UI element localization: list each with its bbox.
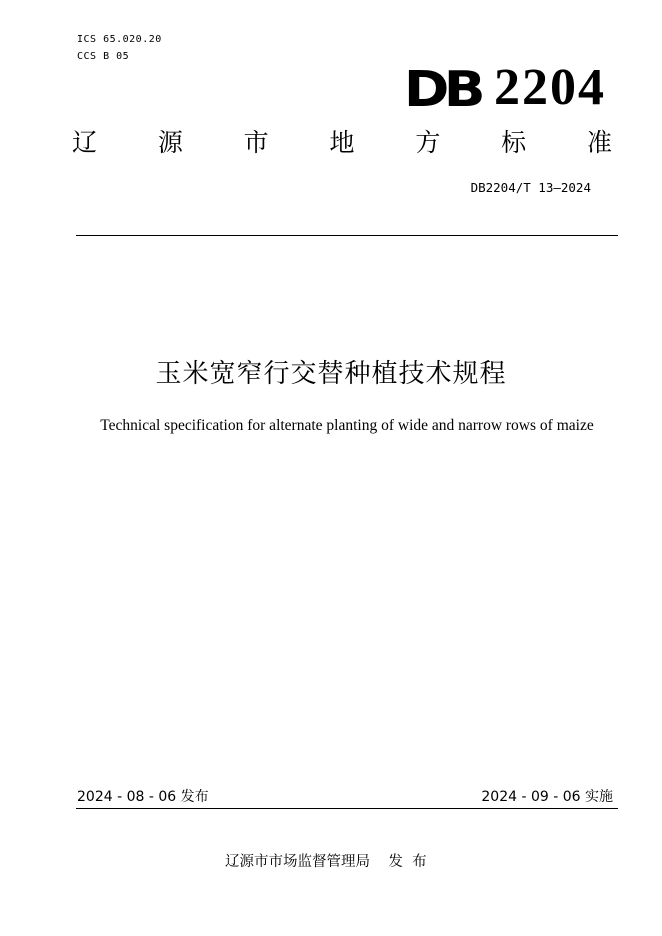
document-title-english: Technical specification for alternate planting of wide and narrow rows of maize — [100, 417, 594, 434]
implement-date: 2024 - 09 - 06 实施 — [481, 789, 613, 805]
ics-code: ICS 65.020.20 — [77, 34, 162, 45]
category-char: 标 — [501, 128, 527, 157]
category-char: 源 — [157, 128, 183, 157]
category-char: 辽 — [72, 128, 98, 157]
publish-date: 2024 - 08 - 06 发布 — [77, 789, 209, 805]
issuing-authority: 辽源市市场监督管理局 发 布 — [225, 854, 427, 870]
standard-number: DB2204/T 13—2024 — [470, 180, 591, 195]
top-divider — [76, 235, 618, 236]
category-char: 方 — [415, 128, 441, 157]
standard-logo — [403, 59, 606, 118]
standard-category — [72, 128, 612, 158]
logo-number: 2204 — [494, 59, 606, 116]
category-char: 准 — [586, 128, 612, 157]
bottom-divider — [76, 808, 618, 809]
document-title-chinese: 玉米宽窄行交替种植技术规程 — [155, 359, 507, 389]
category-char: 市 — [243, 128, 269, 157]
category-char: 地 — [329, 128, 355, 157]
ccs-code: CCS B 05 — [77, 51, 130, 62]
logo-prefix: DB — [403, 61, 480, 118]
